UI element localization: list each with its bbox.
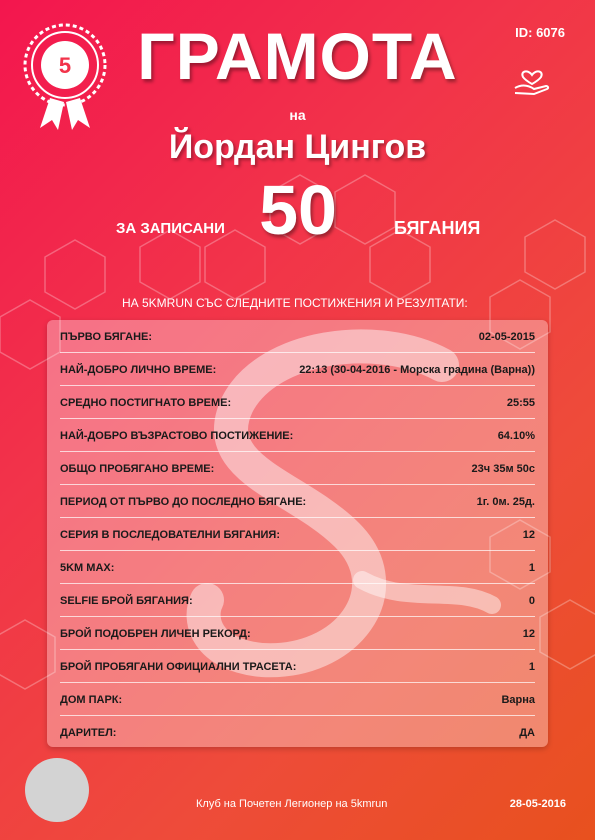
- stat-row: [47, 584, 548, 617]
- recipient-name: Йордан Цингов: [168, 128, 427, 166]
- stat-label: СЕРИЯ В ПОСЛЕДОВАТЕЛНИ БЯГАНИЯ:: [60, 529, 280, 541]
- stat-row: [47, 683, 548, 716]
- stat-label: НАЙ-ДОБРО ЛИЧНО ВРЕМЕ:: [60, 364, 217, 376]
- stat-label: ПЪРВО БЯГАНЕ:: [60, 331, 153, 343]
- stat-row: [47, 419, 548, 452]
- achievements-subtitle: НА 5KMRUN СЪС СЛЕДНИТЕ ПОСТИЖЕНИЯ И РЕЗУЛТАТИ:: [122, 296, 468, 310]
- preposition-label: на: [289, 107, 306, 123]
- stat-row: [47, 551, 548, 584]
- certificate-title: ГРАМОТА: [137, 19, 458, 93]
- stat-row: [47, 650, 548, 683]
- stat-label: БРОЙ ПОДОБРЕН ЛИЧЕН РЕКОРД:: [60, 628, 251, 640]
- stat-value: 22:13 (30-04-2016 - Морска градина (Варна)): [299, 364, 535, 376]
- club-footer: Клуб на Почетен Легионер на 5kmrun: [196, 798, 388, 810]
- stat-row: [47, 452, 548, 485]
- stat-value: 12: [522, 529, 535, 541]
- stat-label: ДОМ ПАРК:: [60, 694, 123, 706]
- stat-value: ДА: [519, 727, 535, 739]
- count-prefix: ЗА ЗАПИСАНИ: [116, 220, 225, 237]
- run-count: 50: [259, 171, 337, 249]
- stat-label: SELFIE БРОЙ БЯГАНИЯ:: [60, 595, 193, 607]
- svg-text:5: 5: [58, 53, 72, 78]
- stat-value: 1: [528, 562, 535, 574]
- stat-label: ОБЩО ПРОБЯГАНО ВРЕМЕ:: [60, 463, 215, 475]
- stat-row: [47, 386, 548, 419]
- count-suffix: БЯГАНИЯ: [394, 218, 481, 238]
- stat-label: СРЕДНО ПОСТИГНАТО ВРЕМЕ:: [60, 397, 232, 409]
- stat-value: 1: [528, 661, 535, 673]
- stat-value: 12: [522, 628, 535, 640]
- stat-row: [47, 518, 548, 551]
- stat-value: 02-05-2015: [478, 331, 535, 343]
- stat-row: [47, 320, 548, 353]
- stat-row: [47, 485, 548, 518]
- stat-value: 25:55: [506, 397, 535, 409]
- stat-value: 0: [528, 595, 535, 607]
- stat-value: Варна: [501, 694, 535, 706]
- stat-value: 23ч 35м 50с: [471, 463, 535, 475]
- stat-row: [47, 353, 548, 386]
- stat-row: [47, 716, 548, 747]
- certificate-id: ID: 6076: [515, 25, 565, 40]
- stat-label: 5KM MAX:: [60, 562, 115, 574]
- stats-list: [47, 320, 548, 747]
- issue-date: 28-05-2016: [509, 798, 566, 810]
- stat-label: ДАРИТЕЛ:: [60, 727, 117, 739]
- stat-value: 64.10%: [497, 430, 535, 442]
- avatar: [25, 758, 89, 822]
- stat-label: НАЙ-ДОБРО ВЪЗРАСТОВО ПОСТИЖЕНИЕ:: [60, 430, 294, 442]
- stat-row: [47, 617, 548, 650]
- stat-label: ПЕРИОД ОТ ПЪРВО ДО ПОСЛЕДНО БЯГАНЕ:: [60, 496, 307, 508]
- stat-value: 1г. 0м. 25д.: [476, 496, 535, 508]
- stats-panel: [47, 320, 548, 747]
- stat-label: БРОЙ ПРОБЯГАНИ ОФИЦИАЛНИ ТРАСЕТА:: [60, 661, 297, 673]
